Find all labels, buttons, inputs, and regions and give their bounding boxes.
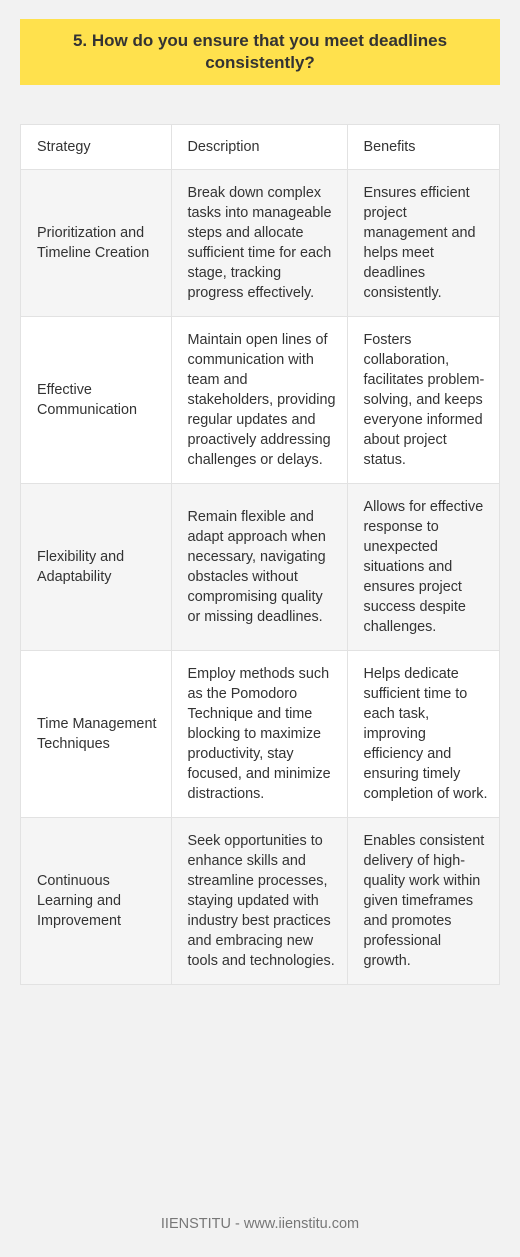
description-cell: Maintain open lines of communication with team and stakeholders, providing regular updates and proactively addressing challenges or delays. bbox=[171, 317, 347, 484]
table-row bbox=[21, 170, 499, 317]
strategy-cell: Continuous Learning and Improvement bbox=[21, 818, 171, 985]
table-row bbox=[21, 818, 499, 985]
description-cell: Remain flexible and adapt approach when necessary, navigating obstacles without compromising quality or missing deadlines. bbox=[171, 484, 347, 651]
description-cell: Seek opportunities to enhance skills and streamline processes, staying updated with industry best practices and embracing new tools and technologies. bbox=[171, 818, 347, 985]
table-row bbox=[21, 651, 499, 818]
title-banner bbox=[20, 19, 500, 85]
footer-credit: IIENSTITU - www.iienstitu.com bbox=[160, 1216, 360, 1232]
description-cell: Break down complex tasks into manageable steps and allocate sufficient time for each stage, tracking progress effectively. bbox=[171, 170, 347, 317]
benefits-cell: Helps dedicate sufficient time to each task, improving efficiency and ensuring timely completion of work. bbox=[347, 651, 499, 818]
header-benefits: Benefits bbox=[347, 125, 499, 170]
strategy-cell: Time Management Techniques bbox=[21, 651, 171, 818]
description-cell: Employ methods such as the Pomodoro Technique and time blocking to maximize productivity, stay focused, and minimize distractions. bbox=[171, 651, 347, 818]
table-row bbox=[21, 484, 499, 651]
benefits-cell: Allows for effective response to unexpected situations and ensures project success despite challenges. bbox=[347, 484, 499, 651]
benefits-cell: Enables consistent delivery of high-quality work within given timeframes and promotes professional growth. bbox=[347, 818, 499, 985]
table bbox=[21, 125, 499, 984]
strategy-table bbox=[20, 124, 500, 985]
table-header-row bbox=[21, 125, 499, 170]
table-row bbox=[21, 317, 499, 484]
page-title: 5. How do you ensure that you meet deadlines consistently? bbox=[72, 31, 448, 72]
strategy-cell: Flexibility and Adaptability bbox=[21, 484, 171, 651]
benefits-cell: Fosters collaboration, facilitates problem-solving, and keeps everyone informed about project status. bbox=[347, 317, 499, 484]
header-strategy: Strategy bbox=[21, 125, 171, 170]
strategy-cell: Prioritization and Timeline Creation bbox=[21, 170, 171, 317]
header-description: Description bbox=[171, 125, 347, 170]
strategy-cell: Effective Communication bbox=[21, 317, 171, 484]
benefits-cell: Ensures efficient project management and helps meet deadlines consistently. bbox=[347, 170, 499, 317]
